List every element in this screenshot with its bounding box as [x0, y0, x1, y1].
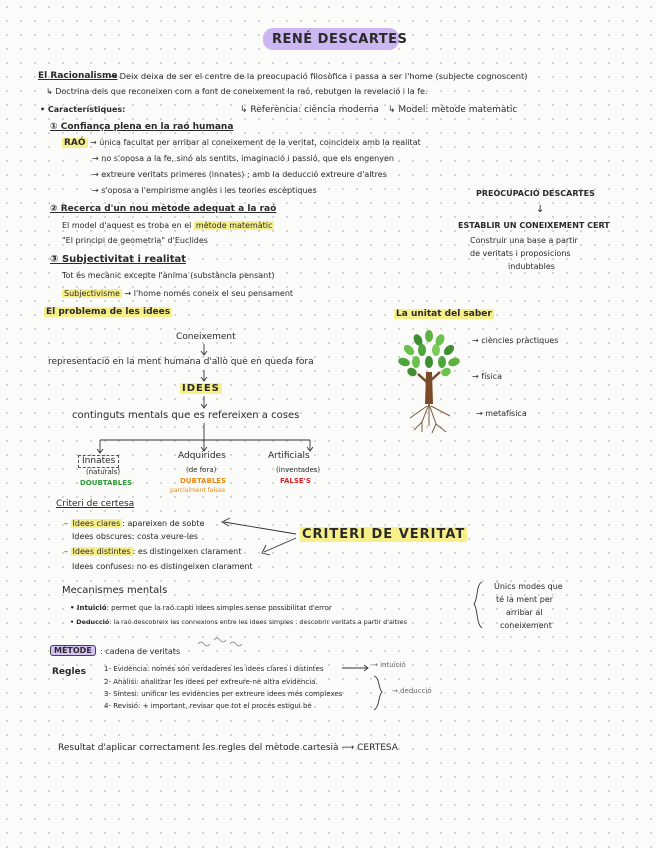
- acquired-tag: DUBTABLES: [180, 477, 227, 485]
- unity-highlight: La unitat del saber: [396, 309, 492, 319]
- point3-line1: Tot és mecànic excepte l'ànima (substància pensant): [62, 271, 275, 280]
- preoccupation-heading: PREOCUPACIÓ DESCARTES: [476, 189, 595, 198]
- deduction-arrow: → deducció: [392, 687, 432, 695]
- clear-ideas-line: – Idees clares : apareixen de sobte: [64, 519, 205, 528]
- preoccupation-desc3: indubtables: [508, 262, 555, 271]
- point2-line1-text: El model d'aquest es troba en el: [62, 221, 192, 230]
- confused-ideas-line: Idees confuses: no es distingeixen clarament: [72, 562, 253, 571]
- preoccupation-desc2: de veritats i proposicions: [470, 249, 571, 258]
- math-method-highlight: mètode matemàtic: [195, 221, 273, 230]
- point1-line3: → extreure veritats primeres (innates) ; amb la deducció extreure d'altres: [92, 170, 387, 179]
- rule3: 3- Síntesi: unificar les evidències per extreure idees més complexes: [104, 690, 343, 698]
- distinct-ideas-highlight: Idees distintes: [72, 547, 131, 556]
- rationalism-heading: El Racionalisme: [38, 71, 118, 81]
- certainty-heading: Criteri de certesa: [56, 499, 135, 509]
- contents-text: continguts mentals que es refereixen a coses: [72, 410, 300, 421]
- representation-text: representació en la ment humana d'allò que en queda fora: [48, 357, 314, 367]
- preoccupation-desc1: Construir una base a partir: [470, 236, 578, 245]
- preoccupation-goal: ESTABLIR UN CONEIXEMENT CERT: [458, 221, 610, 230]
- unity-branch2: → física: [472, 372, 502, 381]
- mechanisms-side1: Únics modes que: [494, 582, 563, 591]
- model-note: ↳ Model: mètode matemàtic: [388, 105, 518, 115]
- rationalism-line1: → Deix deixa de ser el centre de la preocupació filosòfica i passa a ser l'home (subjecte cognoscent): [110, 71, 528, 81]
- preoccupation-arrow: ↓: [536, 204, 545, 215]
- deduction-label: • Deducció: [70, 618, 110, 626]
- knowledge-label: Coneixement: [176, 332, 236, 342]
- acquired-label: Adquirides: [178, 451, 226, 461]
- subjectivism-desc: → l'home només coneix el seu pensament: [124, 289, 294, 298]
- page-title: RENÉ DESCARTES: [272, 32, 408, 47]
- rule2: 2- Anàlisi: analitzar les idees per extreure-ne altra evidència.: [104, 678, 318, 686]
- distinct-ideas-line: – Idees distintes : es distingeixen clarament: [64, 547, 242, 556]
- unity-branch3: → metafísica: [476, 409, 527, 418]
- point2-heading: ② Recerca d'un nou mètode adequat a la raó: [50, 204, 277, 214]
- characteristics-label: • Característiques:: [40, 105, 126, 114]
- point3-heading: ③ Subjectivitat i realitat: [50, 254, 187, 265]
- intuition-label: • Intuició: [70, 604, 107, 612]
- point2-line2: "El principi de geometria" d'Euclides: [62, 236, 208, 245]
- innate-sub: (naturals): [86, 468, 121, 476]
- subjectivism-highlight: Subjectivisme: [64, 289, 120, 298]
- method-desc: : cadena de veritats: [100, 647, 181, 656]
- rao-highlight: RAÓ: [64, 138, 86, 148]
- acquired-sub: (de fora): [186, 466, 217, 474]
- artificial-sub: (inventades): [276, 466, 321, 474]
- method-squiggles: [198, 638, 242, 646]
- point1-line4: → s'oposa a l'empirisme anglès i les teories escèptiques: [92, 186, 317, 195]
- reference-note: ↳ Referència: ciència moderna: [240, 105, 379, 115]
- mechanisms-heading: Mecanismes mentals: [62, 585, 168, 596]
- deduction-desc: : la raó descobreix les connexions entre les idees simples ; descobrir veritats a partir d'altres: [109, 618, 407, 626]
- mechanisms-side2: té la ment per: [496, 595, 554, 604]
- distinct-ideas-desc: : es distingeixen clarament: [132, 547, 242, 556]
- mechanisms-side3: arribar al: [506, 608, 543, 617]
- clear-ideas-highlight: Idees clares: [72, 519, 121, 528]
- artificial-label: Artificials: [268, 451, 310, 461]
- result-line: Resultat d'aplicar correctament les regles del mètode cartesià ⟶ CERTESA: [58, 743, 398, 753]
- intuition-desc: : permet que la raó capti idees simples sense possibilitat d'error: [106, 604, 332, 612]
- method-highlight: MÈTODE: [50, 645, 96, 656]
- rule1-arrow: → intuïció: [372, 661, 406, 669]
- rules-label: Regles: [52, 667, 87, 677]
- point1-line2: → no s'oposa a la fe, sinó als sentits, imaginació i passió, que els engenyen: [92, 154, 394, 163]
- ideas-highlight: IDEES: [182, 383, 220, 394]
- rule1: 1- Evidència: només són verdaderes les idees clares i distintes: [104, 665, 324, 673]
- unity-branch1: → ciències pràctiques: [472, 336, 559, 345]
- clear-ideas-desc: : apareixen de sobte: [122, 519, 205, 528]
- innate-tag: DOUBTABLES: [80, 479, 133, 487]
- obscure-ideas-line: Idees obscures: costa veure-les: [72, 532, 199, 541]
- mechanisms-side4: coneixement: [500, 621, 552, 630]
- rationalism-line2: ↳ Doctrina dels que reconeixen com a font de coneixement la raó, rebutgen la revelació i la fe.: [46, 87, 428, 96]
- innate-label: Innates: [78, 455, 119, 468]
- artificial-tag: FALSE'S: [280, 477, 311, 485]
- acquired-tag2: parcialment falses: [170, 487, 226, 494]
- ideas-heading-highlight: El problema de les idees: [46, 307, 171, 317]
- rule4: 4- Revisió: + important, revisar que tot el procés estigui bé: [104, 702, 312, 710]
- point1-line1: → única facultat per arribar al coneixement de la veritat, coincideix amb la realitat: [90, 138, 421, 147]
- point1-heading: ① Confiança plena en la raó humana: [50, 122, 234, 132]
- truth-criterion-highlight: CRITERI DE VERITAT: [302, 527, 466, 542]
